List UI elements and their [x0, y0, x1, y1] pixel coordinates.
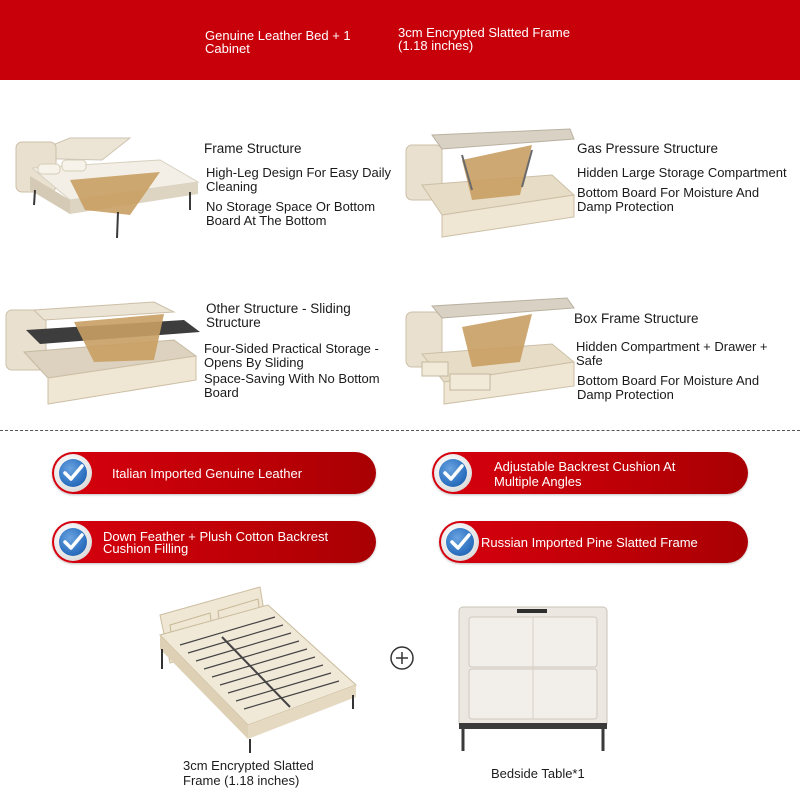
sliding-structure-image: [4, 292, 200, 410]
feature-point: No Storage Space Or Bottom Board At The Bottom: [206, 199, 376, 228]
slatted-frame-image: [150, 585, 360, 755]
feature-point: Bottom Board For Moisture And Damp Protection: [577, 185, 760, 214]
plus-circle-icon: [390, 646, 414, 670]
feature-point: High-Leg Design For Easy Daily Cleaning: [206, 165, 391, 194]
badge-label: Adjustable Backrest Cushion At Multiple Angles: [494, 459, 676, 489]
badge-label: Italian Imported Genuine Leather: [112, 466, 303, 481]
table-caption: Bedside Table*1: [491, 766, 585, 781]
feature-frame-structure: [204, 142, 394, 234]
badge-adjustable-backrest: [432, 452, 748, 494]
feature-title: Frame Structure: [204, 141, 302, 156]
badge-italian-leather: [52, 452, 376, 494]
section-divider: [0, 430, 800, 431]
frame-structure-image: [10, 120, 200, 245]
feature-point: Four-Sided Practical Storage - Opens By Sliding: [204, 341, 379, 370]
checkmark-icon: [441, 523, 479, 561]
checkmark-icon: [54, 523, 92, 561]
feature-title: Gas Pressure Structure: [577, 141, 719, 156]
feature-gas-pressure-structure: [577, 142, 787, 220]
tab-slatted-frame[interactable]: 3cm Encrypted Slatted Frame (1.18 inches): [398, 25, 570, 53]
bedside-table-image: [455, 605, 615, 755]
feature-point: Space-Saving With No Bottom Board: [204, 371, 380, 400]
badge-label: Russian Imported Pine Slatted Frame: [481, 535, 698, 550]
feature-point: Bottom Board For Moisture And Damp Protection: [577, 373, 760, 402]
checkmark-icon: [54, 454, 92, 492]
badge-down-feather: [52, 521, 376, 563]
frame-caption: 3cm Encrypted Slatted Frame (1.18 inches): [183, 758, 314, 788]
box-frame-structure-image: [402, 292, 577, 407]
badge-label: Down Feather + Plush Cotton Backrest Cushion Filling: [103, 529, 329, 556]
tab-genuine-leather-bed[interactable]: Genuine Leather Bed + 1 Cabinet: [205, 28, 351, 56]
checkmark-icon: [434, 454, 472, 492]
feature-title: Other Structure - Sliding Structure: [206, 301, 351, 330]
feature-point: Hidden Compartment + Drawer + Safe: [576, 339, 768, 368]
feature-title: Box Frame Structure: [574, 311, 699, 326]
feature-sliding-structure: [204, 302, 394, 406]
badge-russian-pine: [439, 521, 748, 563]
feature-box-frame-structure: [574, 312, 784, 408]
feature-point: Hidden Large Storage Compartment: [577, 165, 787, 180]
top-banner: [0, 0, 800, 80]
gas-pressure-structure-image: [402, 125, 577, 240]
